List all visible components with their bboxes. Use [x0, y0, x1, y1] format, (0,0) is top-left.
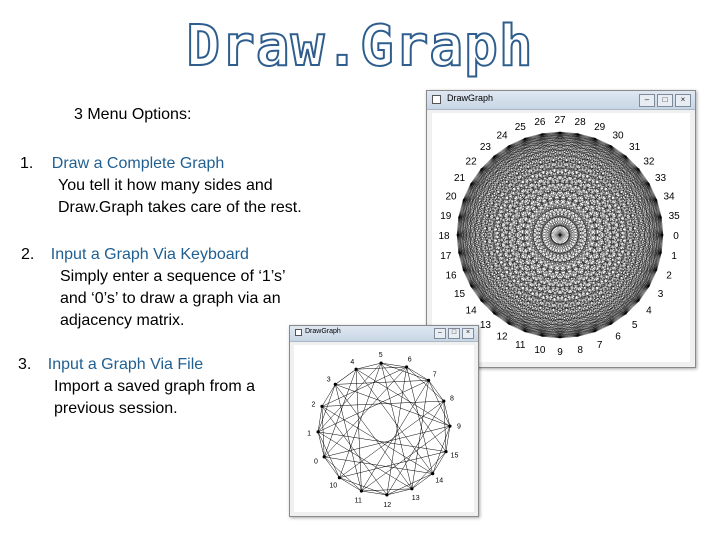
minimize-button[interactable]: – [639, 94, 655, 107]
graph-edge [356, 369, 433, 473]
graph-edge [412, 474, 433, 489]
option-heading: Input a Graph Via Keyboard [50, 246, 249, 263]
option-number: 2. [21, 246, 35, 263]
vertex-label: 18 [438, 231, 450, 242]
graph-vertex [323, 455, 326, 458]
vertex-label: 26 [534, 116, 546, 128]
graph-edge [335, 384, 412, 488]
graph-edge [339, 452, 446, 478]
window-titlebar[interactable] [427, 91, 695, 110]
graph-vertex [405, 365, 408, 368]
vertex-label: 5 [631, 319, 638, 331]
drawn-graph [294, 345, 474, 512]
graph-edge [335, 369, 356, 384]
vertex-label: 33 [654, 173, 667, 184]
graph-vertex [380, 362, 383, 365]
option-desc-line: You tell it how many sides and [58, 177, 273, 194]
vertex-label: 25 [514, 122, 526, 133]
vertex-label: 13 [411, 495, 420, 502]
graph-vertex [320, 405, 323, 408]
vertex-label: 19 [440, 210, 452, 222]
vertex-label: 12 [496, 331, 508, 343]
graph-vertex [442, 400, 445, 403]
graph-edge [318, 432, 412, 489]
vertex-label: 27 [554, 115, 566, 126]
option-heading: Input a Graph Via File [47, 356, 204, 373]
graph-vertex [338, 476, 341, 479]
vertex-label: 11 [515, 340, 526, 351]
vertex-label: 28 [574, 116, 586, 128]
vertex-label: 0 [314, 458, 318, 466]
vertex-label: 30 [612, 130, 624, 142]
graph-edge [361, 380, 428, 491]
vertex-label: 23 [479, 142, 491, 154]
menu-option-3 [18, 354, 255, 420]
graph-vertex [334, 383, 337, 386]
graph-edge [429, 380, 450, 426]
vertex-label: 9 [456, 423, 461, 431]
app-icon [432, 95, 441, 104]
graph-vertex [317, 430, 320, 433]
maximize-button[interactable]: □ [657, 94, 673, 107]
option-heading: Draw a Complete Graph [51, 155, 225, 172]
graph-vertex [444, 450, 447, 453]
vertex-label: 9 [557, 347, 563, 358]
option-desc-line: adjacency matrix. [60, 312, 185, 329]
graph-vertex [431, 472, 434, 475]
app-title: Draw.Graph [186, 14, 534, 79]
graph-edge [318, 384, 335, 432]
vertex-label: 15 [450, 452, 459, 460]
graph-edge [542, 314, 626, 337]
graph-edge [322, 406, 433, 473]
graph-edges [318, 363, 450, 495]
vertex-label: 29 [594, 122, 606, 133]
window-titlebar[interactable] [290, 326, 478, 342]
vertex-label: 14 [435, 477, 444, 485]
graph-edge [407, 367, 444, 401]
drawgraph-window-small[interactable] [289, 325, 479, 517]
option-number: 3. [18, 356, 32, 373]
vertex-label: 32 [643, 156, 655, 168]
vertex-label: 14 [465, 305, 477, 317]
window-title: DrawGraph [305, 328, 341, 335]
option-desc-line: Import a saved graph from a [54, 378, 255, 395]
graph-edge [446, 426, 450, 452]
vertex-label: 11 [354, 497, 362, 505]
vertex-label: 7 [432, 371, 437, 379]
close-button[interactable]: × [675, 94, 691, 107]
vertex-label: 15 [453, 289, 466, 300]
window-title: DrawGraph [447, 93, 494, 103]
vertex-label: 12 [383, 501, 392, 509]
vertex-label: 1 [671, 251, 677, 263]
vertex-label: 2 [666, 270, 672, 282]
vertex-label: 4 [646, 305, 652, 317]
vertex-label: 4 [350, 359, 355, 366]
graph-vertex [410, 487, 413, 490]
graph-vertex [385, 493, 388, 496]
option-desc-line: Simply enter a sequence of ‘1’s’ [60, 268, 286, 285]
graph-edge [361, 491, 387, 495]
option-desc-line: and ‘0’s’ to draw a graph via an [60, 290, 281, 307]
vertex-label: 21 [453, 173, 466, 184]
vertex-label: 34 [663, 191, 675, 203]
menu-option-1 [20, 153, 302, 219]
vertex-label: 17 [440, 251, 452, 263]
vertex-label: 3 [326, 376, 331, 384]
graph-vertex [360, 489, 363, 492]
vertex-label: 13 [479, 319, 491, 331]
option-number: 1. [20, 155, 34, 172]
graph-edge [318, 432, 339, 478]
graph-edge [387, 474, 433, 495]
graph-edge [407, 367, 433, 474]
vertex-label: 16 [445, 270, 457, 282]
graph-edge [339, 401, 443, 478]
graph-canvas[interactable] [294, 345, 474, 512]
graph-vertex [448, 425, 451, 428]
vertex-label: 5 [378, 352, 383, 360]
vertex-label: 10 [534, 345, 546, 357]
menu-heading: 3 Menu Options: [74, 106, 192, 123]
menu-option-2 [21, 244, 286, 332]
graph-vertex [355, 368, 358, 371]
vertex-label: 35 [668, 210, 680, 222]
graph-edge [339, 478, 387, 495]
app-icon [295, 329, 302, 336]
vertex-label: 8 [450, 395, 454, 403]
option-desc-line: Draw.Graph takes care of the rest. [58, 199, 302, 216]
vertex-label: 20 [445, 191, 457, 203]
graph-edge [318, 432, 446, 452]
vertex-label: 10 [329, 482, 338, 490]
graph-vertex [427, 379, 430, 382]
vertex-label: 24 [496, 130, 508, 142]
minimize-button[interactable]: – [434, 328, 446, 339]
vertex-label: 7 [596, 340, 603, 351]
graph-edges [457, 132, 663, 338]
vertex-label: 3 [657, 289, 664, 300]
vertex-label: 8 [577, 345, 583, 357]
vertex-label: 0 [673, 231, 679, 242]
graph-edge [324, 457, 339, 478]
close-button[interactable]: × [462, 328, 474, 339]
vertex-label: 6 [407, 356, 412, 364]
graph-edge [324, 426, 450, 457]
vertex-label: 1 [307, 430, 312, 438]
graph-edge [429, 380, 444, 401]
graph-edge [381, 363, 407, 367]
vertex-label: 22 [465, 156, 477, 168]
complete-graph [432, 113, 688, 360]
option-desc-line: previous session. [54, 400, 178, 417]
maximize-button[interactable]: □ [448, 328, 460, 339]
vertex-label: 2 [311, 401, 316, 409]
vertex-label: 6 [615, 331, 621, 343]
graph-edge [335, 380, 428, 384]
vertex-label: 31 [629, 142, 641, 154]
